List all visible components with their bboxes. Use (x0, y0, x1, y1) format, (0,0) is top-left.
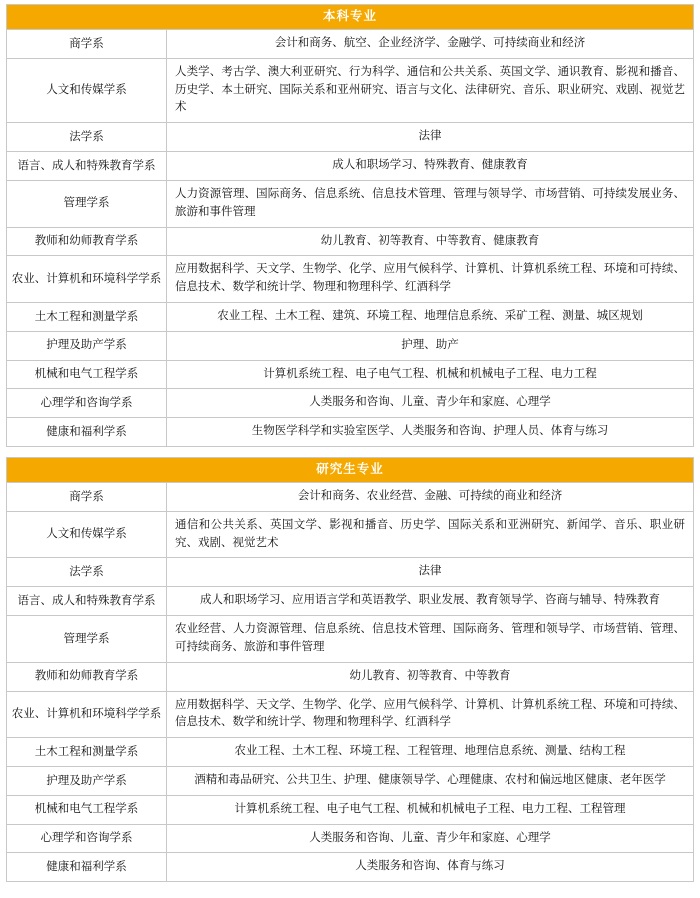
section-header-row (7, 5, 694, 30)
section-title: 研究生专业 (7, 458, 694, 483)
majors-cell: 农业经营、人力资源管理、信息系统、信息技术管理、国际商务、管理和领导学、市场营销、管理、可持续商务、旅游和事件管理 (167, 616, 694, 663)
table-row (7, 58, 694, 122)
department-cell: 护理及助产学系 (7, 766, 167, 795)
majors-cell: 法律 (167, 558, 694, 587)
department-cell: 土木工程和测量学系 (7, 302, 167, 331)
department-cell: 商学系 (7, 483, 167, 512)
department-cell: 法学系 (7, 558, 167, 587)
department-cell: 护理及助产学系 (7, 331, 167, 360)
majors-cell: 计算机系统工程、电子电气工程、机械和机械电子工程、电力工程 (167, 360, 694, 389)
department-cell: 机械和电气工程学系 (7, 795, 167, 824)
table-row (7, 389, 694, 418)
majors-cell: 会计和商务、农业经营、金融、可持续的商业和经济 (167, 483, 694, 512)
majors-cell: 成人和职场学习、应用语言学和英语教学、职业发展、教育领导学、咨商与辅导、特殊教育 (167, 587, 694, 616)
department-cell: 人文和传媒学系 (7, 58, 167, 122)
table-row (7, 331, 694, 360)
department-cell: 语言、成人和特殊教育学系 (7, 587, 167, 616)
table-row (7, 691, 694, 738)
table-row (7, 616, 694, 663)
majors-table (6, 457, 694, 882)
majors-cell: 应用数据科学、天文学、生物学、化学、应用气候科学、计算机、计算机系统工程、环境和可持续、信息技术、数学和统计学、物理和物理科学、红酒科学 (167, 691, 694, 738)
table-row (7, 558, 694, 587)
section-header-row (7, 458, 694, 483)
majors-cell: 人类服务和咨询、体育与练习 (167, 853, 694, 882)
table-row (7, 483, 694, 512)
table-row (7, 227, 694, 256)
department-cell: 机械和电气工程学系 (7, 360, 167, 389)
majors-cell: 应用数据科学、天文学、生物学、化学、应用气候科学、计算机、计算机系统工程、环境和可持续、信息技术、数学和统计学、物理和物理科学、红酒科学 (167, 256, 694, 303)
majors-cell: 酒精和毒品研究、公共卫生、护理、健康领导学、心理健康、农村和偏远地区健康、老年医学 (167, 766, 694, 795)
majors-cell: 人类服务和咨询、儿童、青少年和家庭、心理学 (167, 389, 694, 418)
majors-cell: 农业工程、土木工程、建筑、环境工程、地理信息系统、采矿工程、测量、城区规划 (167, 302, 694, 331)
department-cell: 管理学系 (7, 180, 167, 227)
table-row (7, 302, 694, 331)
department-cell: 商学系 (7, 30, 167, 59)
majors-cell: 通信和公共关系、英国文学、影视和播音、历史学、国际关系和亚洲研究、新闻学、音乐、职业研究、戏剧、视觉艺术 (167, 511, 694, 558)
department-cell: 心理学和咨询学系 (7, 389, 167, 418)
table-row (7, 30, 694, 59)
majors-cell: 农业工程、土木工程、环境工程、工程管理、地理信息系统、测量、结构工程 (167, 738, 694, 767)
majors-cell: 幼儿教育、初等教育、中等教育、健康教育 (167, 227, 694, 256)
table-row (7, 360, 694, 389)
department-cell: 农业、计算机和环境科学学系 (7, 256, 167, 303)
majors-cell: 成人和职场学习、特殊教育、健康教育 (167, 152, 694, 181)
department-cell: 健康和福利学系 (7, 853, 167, 882)
majors-cell: 人力资源管理、国际商务、信息系统、信息技术管理、管理与领导学、市场营销、可持续发展业务、旅游和事件管理 (167, 180, 694, 227)
table-row (7, 853, 694, 882)
table-row (7, 256, 694, 303)
majors-cell: 计算机系统工程、电子电气工程、机械和机械电子工程、电力工程、工程管理 (167, 795, 694, 824)
department-cell: 健康和福利学系 (7, 418, 167, 447)
table-row (7, 152, 694, 181)
table-row (7, 418, 694, 447)
department-cell: 教师和幼师教育学系 (7, 227, 167, 256)
table-row (7, 180, 694, 227)
majors-table (6, 4, 694, 447)
majors-cell: 人类服务和咨询、儿童、青少年和家庭、心理学 (167, 824, 694, 853)
department-cell: 管理学系 (7, 616, 167, 663)
table-row (7, 123, 694, 152)
sections-container (6, 4, 694, 882)
table-row (7, 738, 694, 767)
department-cell: 法学系 (7, 123, 167, 152)
section-title: 本科专业 (7, 5, 694, 30)
department-cell: 土木工程和测量学系 (7, 738, 167, 767)
table-row (7, 766, 694, 795)
table-row (7, 662, 694, 691)
department-cell: 心理学和咨询学系 (7, 824, 167, 853)
department-cell: 教师和幼师教育学系 (7, 662, 167, 691)
table-row (7, 795, 694, 824)
department-cell: 人文和传媒学系 (7, 511, 167, 558)
majors-cell: 法律 (167, 123, 694, 152)
table-row (7, 824, 694, 853)
majors-cell: 生物医学科学和实验室医学、人类服务和咨询、护理人员、体育与练习 (167, 418, 694, 447)
majors-cell: 幼儿教育、初等教育、中等教育 (167, 662, 694, 691)
majors-cell: 会计和商务、航空、企业经济学、金融学、可持续商业和经济 (167, 30, 694, 59)
department-cell: 语言、成人和特殊教育学系 (7, 152, 167, 181)
majors-cell: 人类学、考古学、澳大利亚研究、行为科学、通信和公共关系、英国文学、通识教育、影视和播音、历史学、本土研究、国际关系和亚州研究、语言与文化、法律研究、音乐、职业研究、戏剧、视觉艺术 (167, 58, 694, 122)
table-row (7, 511, 694, 558)
majors-cell: 护理、助产 (167, 331, 694, 360)
table-row (7, 587, 694, 616)
department-cell: 农业、计算机和环境科学学系 (7, 691, 167, 738)
